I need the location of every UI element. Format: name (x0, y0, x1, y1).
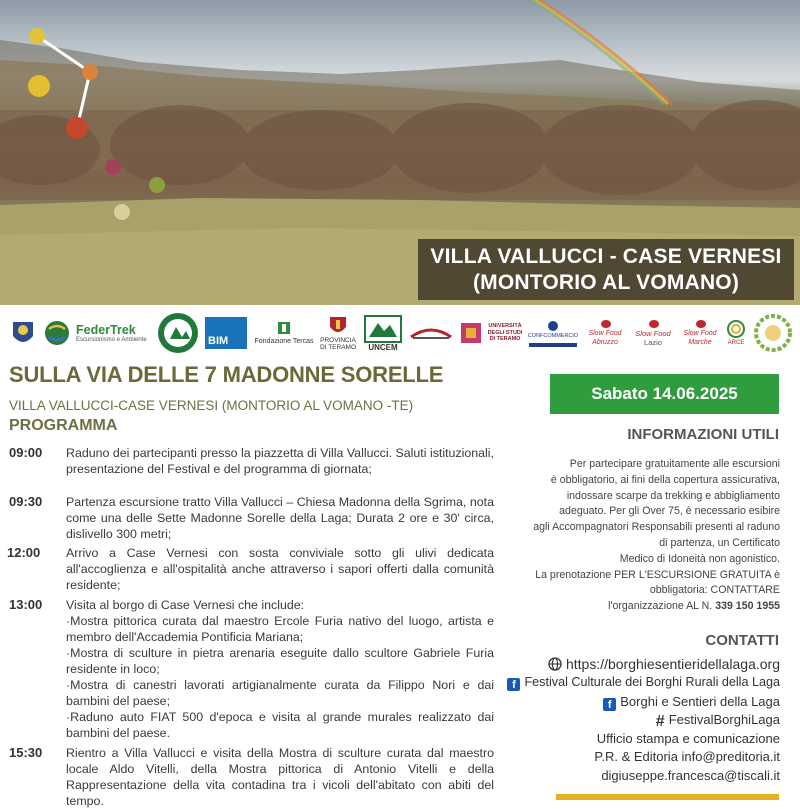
arce-spiral-icon (726, 319, 746, 339)
parco-logo (155, 306, 201, 360)
website-link[interactable] (470, 656, 780, 674)
schedule-text: Raduno dei partecipanti presso la piazzetta di Villa Vallucci. Saluti istituzionali, presentazione del Festival e del programma di giornata; (66, 446, 494, 476)
location-title-line1: VILLA VALLUCCI - CASE VERNESI (430, 245, 782, 268)
info-text (500, 457, 780, 615)
facebook-page-link[interactable] (470, 694, 780, 711)
program-heading: PROGRAMMA (9, 417, 118, 434)
info-line: La prenotazione PER L'ESCURSIONE GRATUITA è (535, 568, 780, 581)
info-line: di partenza, un Certificato (659, 536, 780, 549)
provincia-line2: DI TERAMO (320, 344, 356, 351)
info-line: indossare scarpe da trekking e abbigliamento (566, 489, 780, 502)
event-subtitle: VILLA VALLUCCI-CASE VERNESI (MONTORIO AL VOMANO -TE) (9, 398, 414, 413)
slowfood-marche-name: Slow Food Marche (683, 330, 717, 346)
facebook-festival-label[interactable]: Festival Culturale dei Borghi Rurali della Laga (524, 675, 780, 689)
website-url[interactable]: https://borghiesentieridellalaga.org (565, 656, 780, 672)
fondazione-name: Fondazione Tercas (254, 337, 314, 345)
cube-icon (459, 321, 483, 345)
snail-icon (598, 319, 612, 329)
wreath-logo (752, 306, 794, 360)
bim-logo (204, 306, 248, 360)
hashtag-label[interactable]: FestivalBorghiLaga (668, 712, 780, 727)
slowfood-abruzzo-logo (582, 306, 628, 360)
event-title: SULLA VIA DELLE 7 MADONNE SORELLE (9, 362, 444, 387)
info-line-with-phone (500, 599, 780, 615)
info-line: è obbligatorio, ai fini della copertura assicurativa, (550, 473, 780, 486)
facebook-icon: f (603, 698, 616, 711)
globe-icon (43, 319, 71, 347)
provincia-logo (318, 306, 358, 360)
info-line: l'organizzazione AL N. (608, 600, 713, 613)
arce-logo (724, 306, 748, 360)
accent-bar (556, 794, 779, 800)
confcommercio-bar (529, 343, 577, 347)
uncem-mountain-icon (364, 315, 402, 343)
confcommercio-icon (546, 320, 560, 332)
universita-name: UNIVERSITÀ DEGLI STUDI DI TERAMO (487, 323, 523, 343)
slowfood-marche-logo (678, 306, 722, 360)
provincia-line1: PROVINCIA (320, 337, 356, 344)
hero-photo (0, 0, 800, 305)
uncem-name: UNCEM (368, 342, 398, 352)
slowfood-lazio-name: Slow Food (635, 329, 671, 338)
schedule-text: Visita al borgo di Case Vernesi che include: ·Mostra pittorica curata dal maestro Ercole Furia nativo del luogo, artista e membro dell'Accademia Pontificia Mariana; ·Mostra di sculture in pietra arenaria eseguite dallo scultore Gabriele Furia residente in loco; ·Mostra di canestri lavorati artigianalmente curata da Filippo Nori e dai bambini del paese; ·Raduno auto FIAT 500 d'epoca e visita al grande murales realizzato dai bambini del paese. (66, 598, 494, 740)
bim-badge: BIM (205, 317, 247, 349)
location-title-line2: (MONTORIO AL VOMANO) (472, 271, 740, 294)
sponsor-logos (0, 306, 800, 360)
confcommercio-logo (527, 306, 579, 360)
chamber-icon (409, 323, 453, 343)
facebook-icon: f (507, 678, 520, 691)
info-line: agli Accompagnatori Responsabili presenti al raduno (533, 521, 780, 534)
universita-logo (486, 306, 524, 360)
hashtag-line[interactable] (470, 712, 780, 731)
pr-email[interactable]: P.R. & Editoria info@preditoria.it (594, 749, 780, 764)
event-date-badge: Sabato 14.06.2025 (550, 374, 779, 414)
confcommercio-name: CONFCOMMERCIO (527, 332, 579, 339)
info-line: adeguato. Per gli Over 75, è necessario esibire (559, 505, 780, 518)
press-office: Ufficio stampa e comunicazione (596, 731, 780, 746)
slowfood-lazio-logo (630, 306, 676, 360)
crest-logo (8, 306, 38, 360)
info-line: obbligatoria: CONTATTARE (649, 584, 780, 597)
schedule-text: Rientro a Villa Vallucci e visita della Mostra di sculture curata dal maestro locale Aldo Vitelli, della Mostra pittorica di Antonio Vitelli e della Rappresentazione della vita contadina tra i vicoli dell'abitato con abiti del tempo. (66, 746, 494, 808)
fondazione-logo (252, 306, 316, 360)
schedule-text: Arrivo a Case Vernesi con sosta conviviale sotto gli ulivi dedicata all'accoglienza e all'ospitalità anche attraverso i sapori offerti dalla comunità residente; (66, 546, 494, 592)
phone-number[interactable]: 339 150 1955 (715, 600, 780, 613)
schedule-time: 09:30 (9, 494, 43, 509)
schedule-text: Partenza escursione tratto Villa Vallucci – Chiesa Madonna della Sgrima, nota come una delle Sette Madonne Sorelle della Laga; Durata 2 ore e 30' circa, dislivello 300 metri; (66, 495, 494, 541)
schedule-time: 15:30 (9, 745, 43, 760)
globe-icon (548, 657, 562, 674)
contact-email[interactable]: digiuseppe.francesca@tiscali.it (601, 768, 780, 783)
snail-icon (646, 319, 660, 329)
facebook-page-label[interactable]: Borghi e Sentieri della Laga (620, 694, 780, 709)
globe-logo (42, 306, 72, 360)
uncem-logo (362, 306, 404, 360)
slowfood-abruzzo-name: Slow Food Abruzzo (588, 330, 622, 346)
info-heading: INFORMAZIONI UTILI (627, 426, 779, 443)
info-line: Medico di Idoneità non agonistico. (619, 552, 780, 565)
provincia-shield-icon (329, 315, 347, 337)
slowfood-lazio-region: Lazio (644, 338, 662, 347)
schedule-time: 09:00 (9, 445, 43, 460)
location-banner (418, 239, 794, 300)
cube-logo (458, 306, 484, 360)
info-line: Per partecipare gratuitamente alle escursioni (569, 458, 780, 470)
wreath-icon (753, 313, 793, 353)
contacts-heading: CONTATTI (705, 632, 779, 649)
federtrek-name: FederTrek (76, 323, 136, 337)
snail-icon (693, 319, 707, 329)
schedule-time: 12:00 (7, 545, 41, 560)
park-seal-icon (156, 311, 200, 355)
federtrek-logo (76, 306, 152, 360)
arce-name: ARCE (727, 339, 745, 346)
facebook-festival-link[interactable] (470, 675, 780, 691)
schedule-time: 13:00 (9, 597, 43, 612)
federtrek-sub: Escursionismo e Ambiente (76, 337, 147, 343)
hashtag-icon: # (655, 713, 665, 730)
crest-icon (10, 316, 36, 350)
chamber-logo (408, 306, 454, 360)
fondazione-icon (277, 321, 291, 335)
